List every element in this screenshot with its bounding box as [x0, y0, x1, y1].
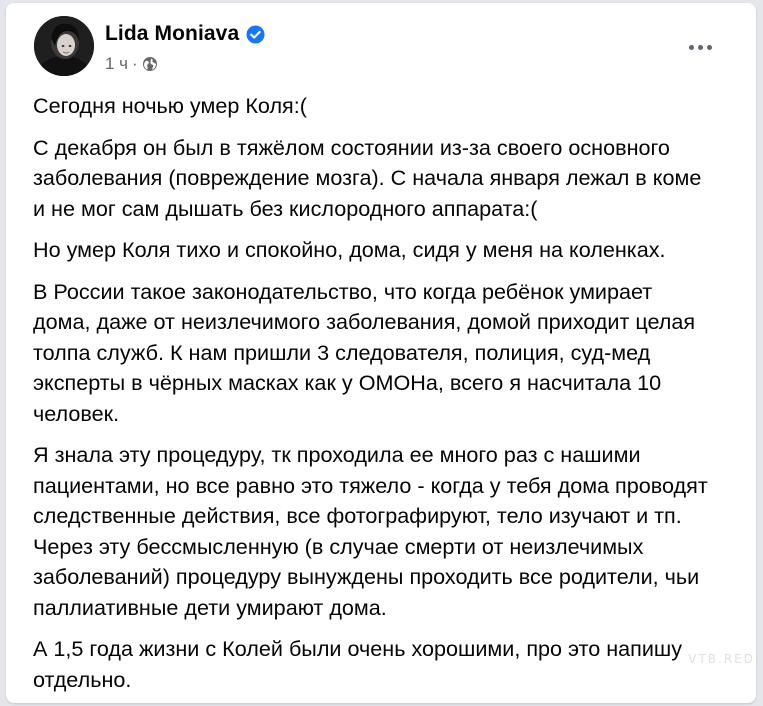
author-name[interactable]: Lida Moniava — [105, 22, 240, 45]
more-options-icon-dot — [707, 45, 712, 50]
profile-photo — [34, 16, 94, 76]
post-paragraph: Но умер Коля тихо и спокойно, дома, сидя у меня на коленках. — [33, 237, 666, 262]
author-row — [105, 21, 265, 47]
more-options-icon — [689, 45, 694, 50]
post-card — [6, 3, 756, 703]
post-text — [33, 91, 745, 706]
post-paragraph: С декабря он был в тяжёлом состоянии из-за своего основного заболевания (повреждение мозга). С начала января лежал в коме и не мог сам дышать без кислородного аппарата:( — [33, 134, 702, 221]
meta-separator: · — [132, 54, 138, 73]
post-paragraph: В России такое законодательство, что когда ребёнок умирает дома, даже от неизлечимого заболевания, домой приходит целая толпа служб. К нам пришли 3 следователя, полиция, суд-мед эксперты в чёрных масках как у ОМОНа, всего я насчитала 10 человек. — [33, 278, 696, 426]
post-paragraph: Я знала эту процедуру, тк проходила ее много раз с нашими пациентами, но все равно это тяжело - когда у тебя дома проводят следственные действия, все фотографируют, тело изучают и тп. Через эту бессмысленную (в случае смерти от неизлечимых заболеваний) процедуру вынуждены проходить все родители, чьи паллиативные дети умирают дома. — [33, 442, 708, 620]
globe-icon — [142, 56, 158, 72]
post-paragraph: А 1,5 года жизни с Колей были очень хорошими, про это напишу отдельно. — [33, 636, 683, 692]
more-options-icon-dot — [698, 45, 703, 50]
more-options-button[interactable] — [678, 29, 722, 65]
post-paragraph: Сегодня ночью умер Коля:( — [33, 93, 307, 118]
post-timestamp[interactable]: 1 ч — [105, 54, 129, 73]
post-meta — [105, 53, 158, 75]
verified-badge-icon — [246, 25, 265, 44]
watermark: VTB.RED — [688, 652, 755, 666]
author-avatar[interactable] — [34, 16, 94, 76]
